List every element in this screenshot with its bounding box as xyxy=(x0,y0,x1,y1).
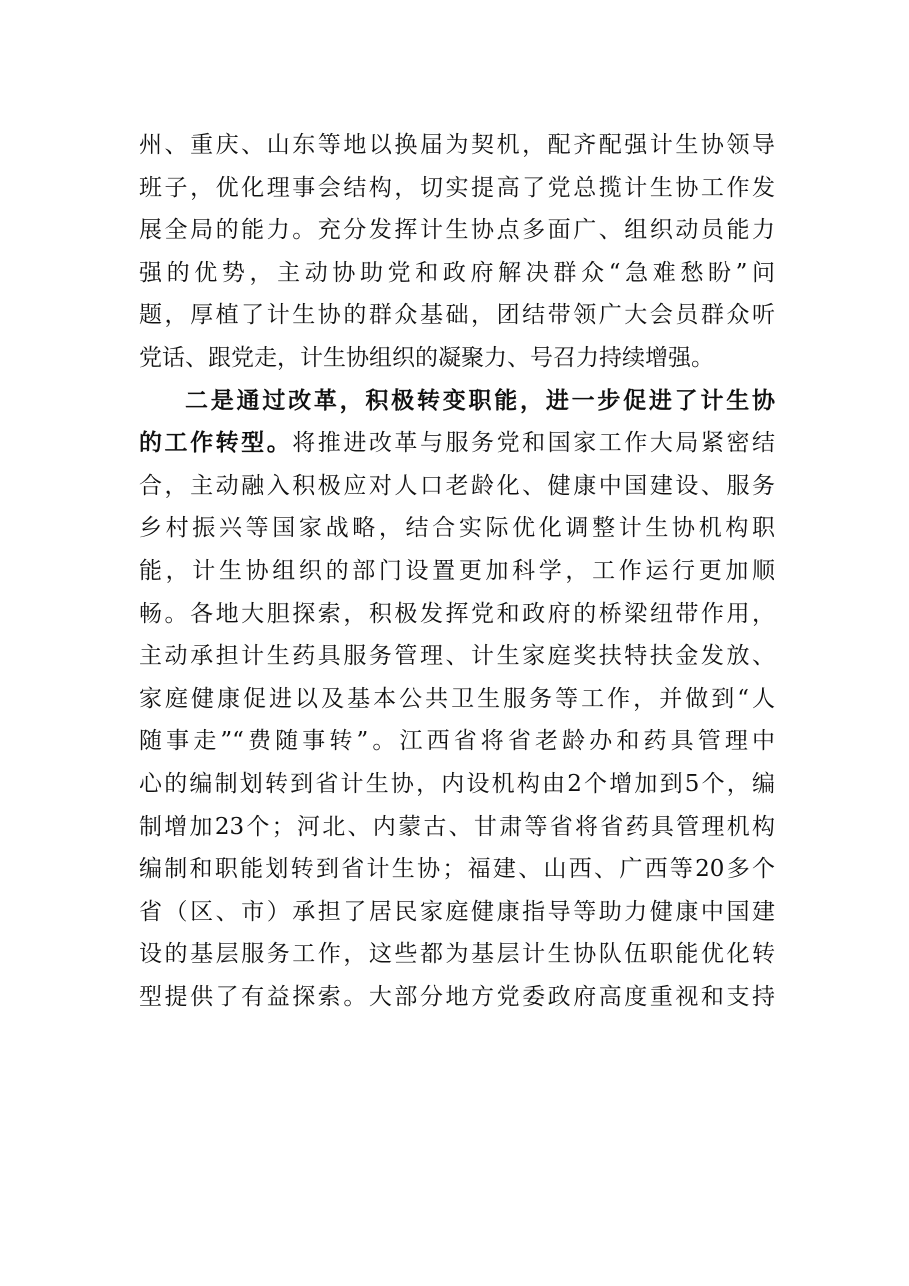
body-text xyxy=(139,124,775,1018)
text-line: 编制和职能划转到省计生协；福建、山西、广西等20多个 xyxy=(139,856,775,883)
text-line: 展全局的能力。充分发挥计生协点多面广、组织动员能力 xyxy=(139,217,775,244)
text-line: 家庭健康促进以及基本公共卫生服务等工作，并做到“人 xyxy=(139,685,775,712)
paragraph-1 xyxy=(139,124,775,380)
text-line: 设的基层服务工作，这些都为基层计生协队伍职能优化转 xyxy=(139,941,775,968)
text-line: 主动承担计生药具服务管理、计生家庭奖扶特扶金发放、 xyxy=(139,643,775,670)
text-line xyxy=(139,380,775,423)
text-line: 题，厚植了计生协的群众基础，团结带领广大会员群众听 xyxy=(139,302,775,329)
text-line: 制增加23个；河北、内蒙古、甘肃等省将省药具管理机构 xyxy=(139,813,775,840)
text-line: 乡村振兴等国家战略，结合实际优化调整计生协机构职 xyxy=(139,515,775,542)
text-line: 心的编制划转到省计生协，内设机构由2个增加到5个，编 xyxy=(139,770,775,797)
text-line: 合，主动融入积极应对人口老龄化、健康中国建设、服务 xyxy=(139,472,775,499)
text-line: 随事走”“费随事转”。江西省将省老龄办和药具管理中 xyxy=(139,728,775,755)
text-line: 畅。各地大胆探索，积极发挥党和政府的桥梁纽带作用， xyxy=(139,600,775,627)
text-line: 州、重庆、山东等地以换届为契机，配齐配强计生协领导 xyxy=(139,132,775,158)
text-line xyxy=(139,422,775,465)
text-line: 强的优势，主动协助党和政府解决群众“急难愁盼”问 xyxy=(139,259,775,286)
text-line: 能，计生协组织的部门设置更加科学，工作运行更加顺 xyxy=(139,557,775,584)
text-line: 省（区、市）承担了居民家庭健康指导等助力健康中国建 xyxy=(139,898,775,925)
paragraph-2 xyxy=(139,380,775,1019)
paragraph-heading-cont: 的工作转型。 xyxy=(139,429,293,457)
text-line: 班子，优化理事会结构，切实提高了党总揽计生协工作发 xyxy=(139,174,775,201)
text-line: 型提供了有益探索。大部分地方党委政府高度重视和支持 xyxy=(139,983,775,1010)
text-line: 党话、跟党走，计生协组织的凝聚力、号召力持续增强。 xyxy=(139,344,714,371)
text-run: 将推进改革与服务党和国家工作大局紧密结 xyxy=(292,430,776,457)
paragraph-heading: 二是通过改革，积极转变职能，进一步促进了计生协 xyxy=(185,386,775,414)
